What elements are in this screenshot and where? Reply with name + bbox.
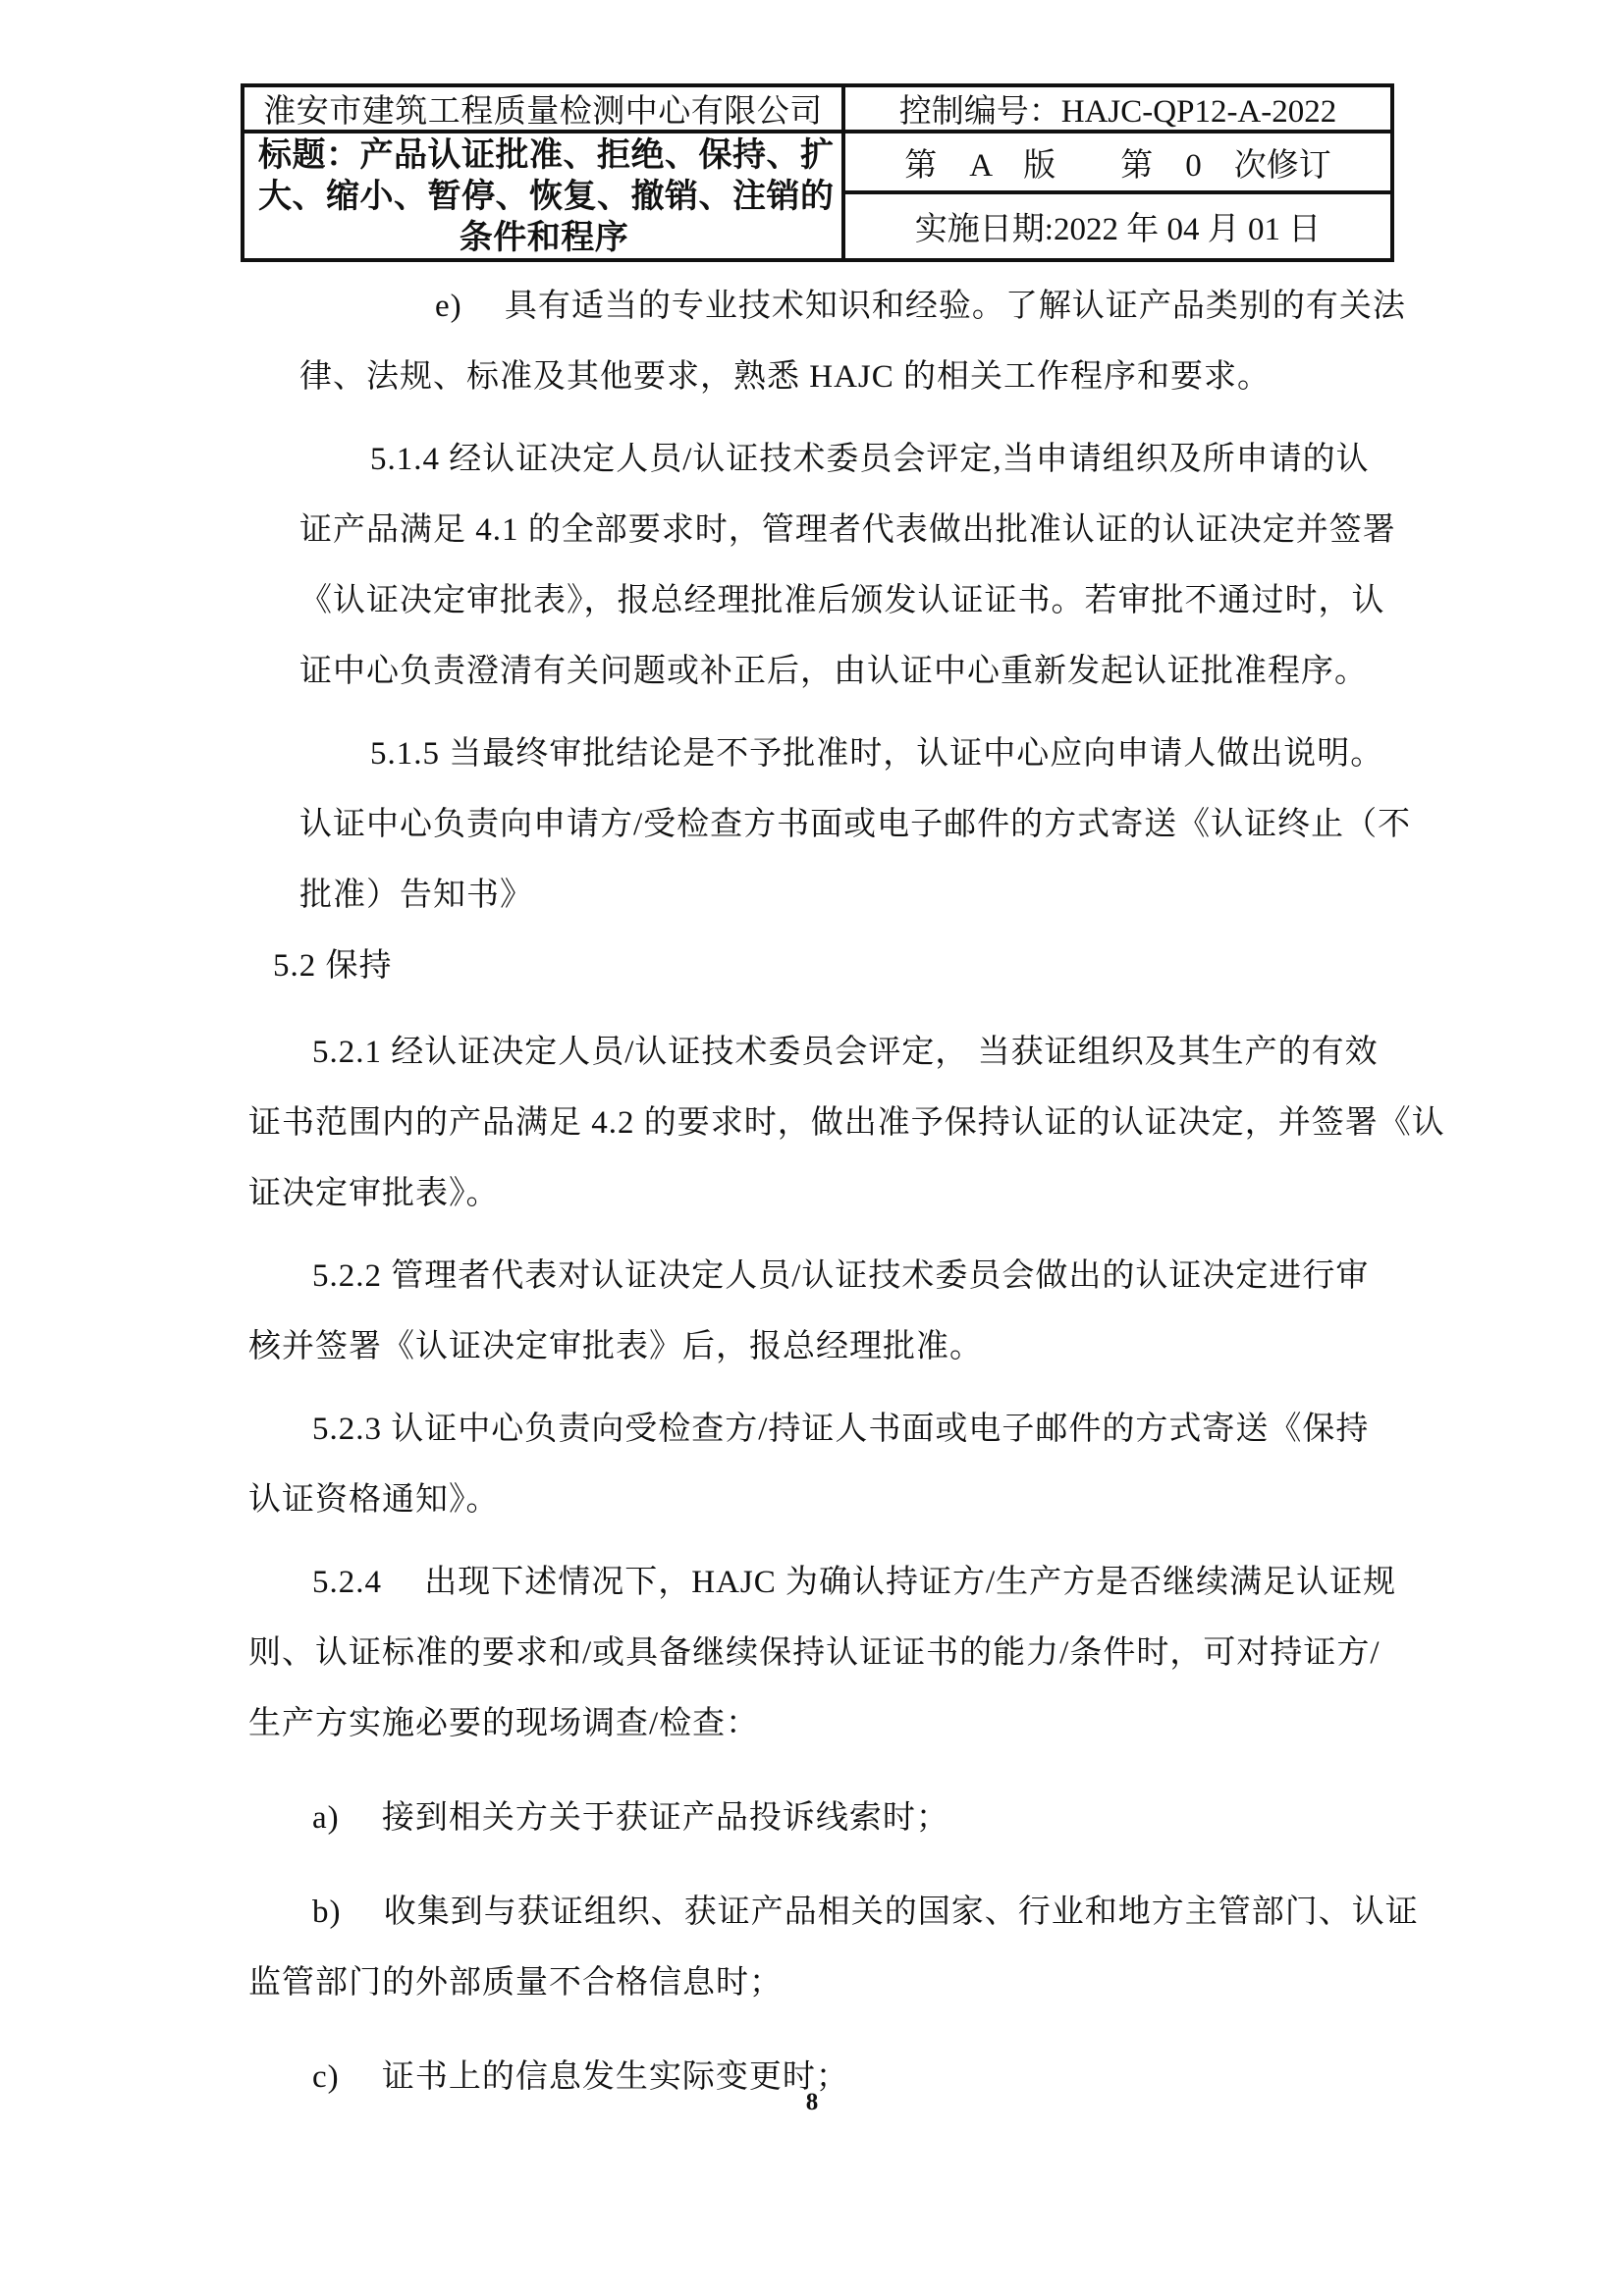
text-line: 监管部门的外部质量不合格信息时； xyxy=(248,1965,783,2001)
text-line: 认证资格通知》。 xyxy=(248,1482,500,1518)
header-table xyxy=(241,83,1394,262)
document-title-line: 条件和程序 xyxy=(459,220,629,256)
document-title-line: 大、缩小、暂停、恢复、撤销、注销的 xyxy=(258,179,835,215)
text-line: 批准）告知书》 xyxy=(299,878,533,913)
text-line: 证书范围内的产品满足 4.2 的要求时，做出准予保持认证的认证决定，并签署《认 xyxy=(248,1105,1445,1141)
text-line: b) 收集到与获证组织、获证产品相关的国家、行业和地方主管部门、认证 xyxy=(312,1895,1419,1930)
text-line: 5.2.3 认证中心负责向受检查方/持证人书面或电子邮件的方式寄送《保持 xyxy=(312,1412,1370,1447)
text-line: 5.2.1 经认证决定人员/认证技术委员会评定， 当获证组织及其生产的有效 xyxy=(312,1035,1379,1070)
text-line: 证决定审批表》。 xyxy=(248,1176,500,1211)
text-line: c) 证书上的信息发生实际变更时； xyxy=(312,2059,849,2095)
header-right-column xyxy=(845,87,1390,258)
text-line: a) 接到相关方关于获证产品投诉线索时； xyxy=(312,1800,949,1836)
text-line: 律、法规、标准及其他要求，熟悉 HAJC 的相关工作程序和要求。 xyxy=(299,359,1272,395)
text-line: 证产品满足 4.1 的全部要求时，管理者代表做出批准认证的认证决定并签署 xyxy=(299,512,1396,548)
page-number: 8 xyxy=(805,2089,819,2115)
text-line: 认证中心负责向申请方/受检查方书面或电子邮件的方式寄送《认证终止（不 xyxy=(299,807,1412,842)
header-left-column xyxy=(244,87,845,258)
document-title-line: 标题：产品认证批准、拒绝、保持、扩 xyxy=(258,137,835,174)
text-line: 证中心负责澄清有关问题或补正后，由认证中心重新发起认证批准程序。 xyxy=(299,654,1368,689)
text-line: 生产方实施必要的现场调查/检查： xyxy=(248,1706,760,1741)
text-line: 则、认证标准的要求和/或具备继续保持认证证书的能力/条件时，可对持证方/ xyxy=(248,1635,1380,1671)
text-line: e) 具有适当的专业技术知识和经验。了解认证产品类别的有关法 xyxy=(435,289,1406,324)
text-line: 5.1.4 经认证决定人员/认证技术委员会评定,当申请组织及所申请的认 xyxy=(370,442,1370,477)
control-number: 控制编号：HAJC-QP12-A-2022 xyxy=(845,87,1390,133)
version-revision: 第 A 版 第 0 次修订 xyxy=(845,133,1390,194)
implementation-date: 实施日期:2022 年 04 月 01 日 xyxy=(914,212,1322,247)
document-body xyxy=(0,271,1624,2112)
text-line: 5.2.2 管理者代表对认证决定人员/认证技术委员会做出的认证决定进行审 xyxy=(312,1258,1370,1294)
text-line: 5.1.5 当最终审批结论是不予批准时，认证中心应向申请人做出说明。 xyxy=(370,736,1384,772)
text-line: 核并签署《认证决定审批表》后，报总经理批准。 xyxy=(248,1329,983,1364)
text-line: 《认证决定审批表》，报总经理批准后颁发认证证书。若审批不通过时，认 xyxy=(299,583,1385,618)
text-line: 5.2 保持 xyxy=(273,948,393,984)
document-title xyxy=(244,133,841,259)
company-name: 淮安市建筑工程质量检测中心有限公司 xyxy=(244,87,841,133)
text-line: 5.2.4 出现下述情况下，HAJC 为确认持证方/生产方是否继续满足认证规 xyxy=(312,1565,1397,1600)
